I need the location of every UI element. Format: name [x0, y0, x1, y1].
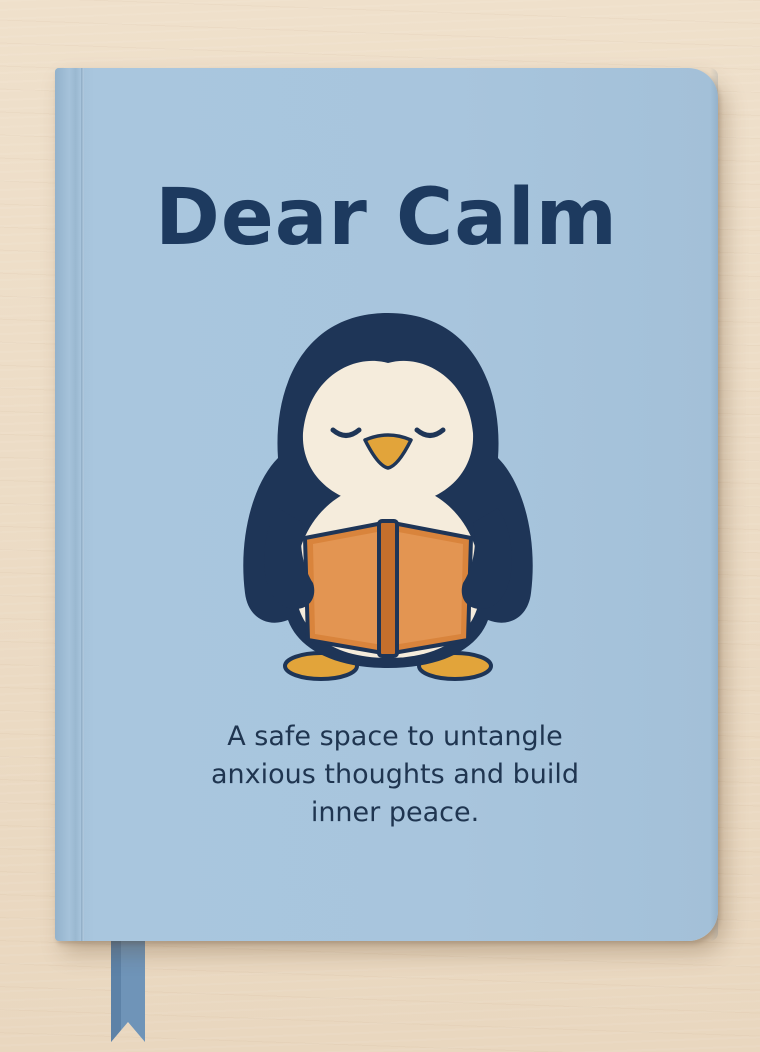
cover-tagline: [155, 718, 635, 832]
journal-cover: [55, 68, 718, 941]
tagline-line: inner peace.: [310, 797, 480, 828]
cover-title: Dear Calm: [155, 173, 618, 263]
tagline-line: A safe space to untangle: [227, 721, 563, 752]
tagline-line: anxious thoughts and build: [210, 759, 579, 790]
open-book-icon: [305, 521, 471, 656]
penguin-reading-book-icon: [233, 308, 543, 683]
